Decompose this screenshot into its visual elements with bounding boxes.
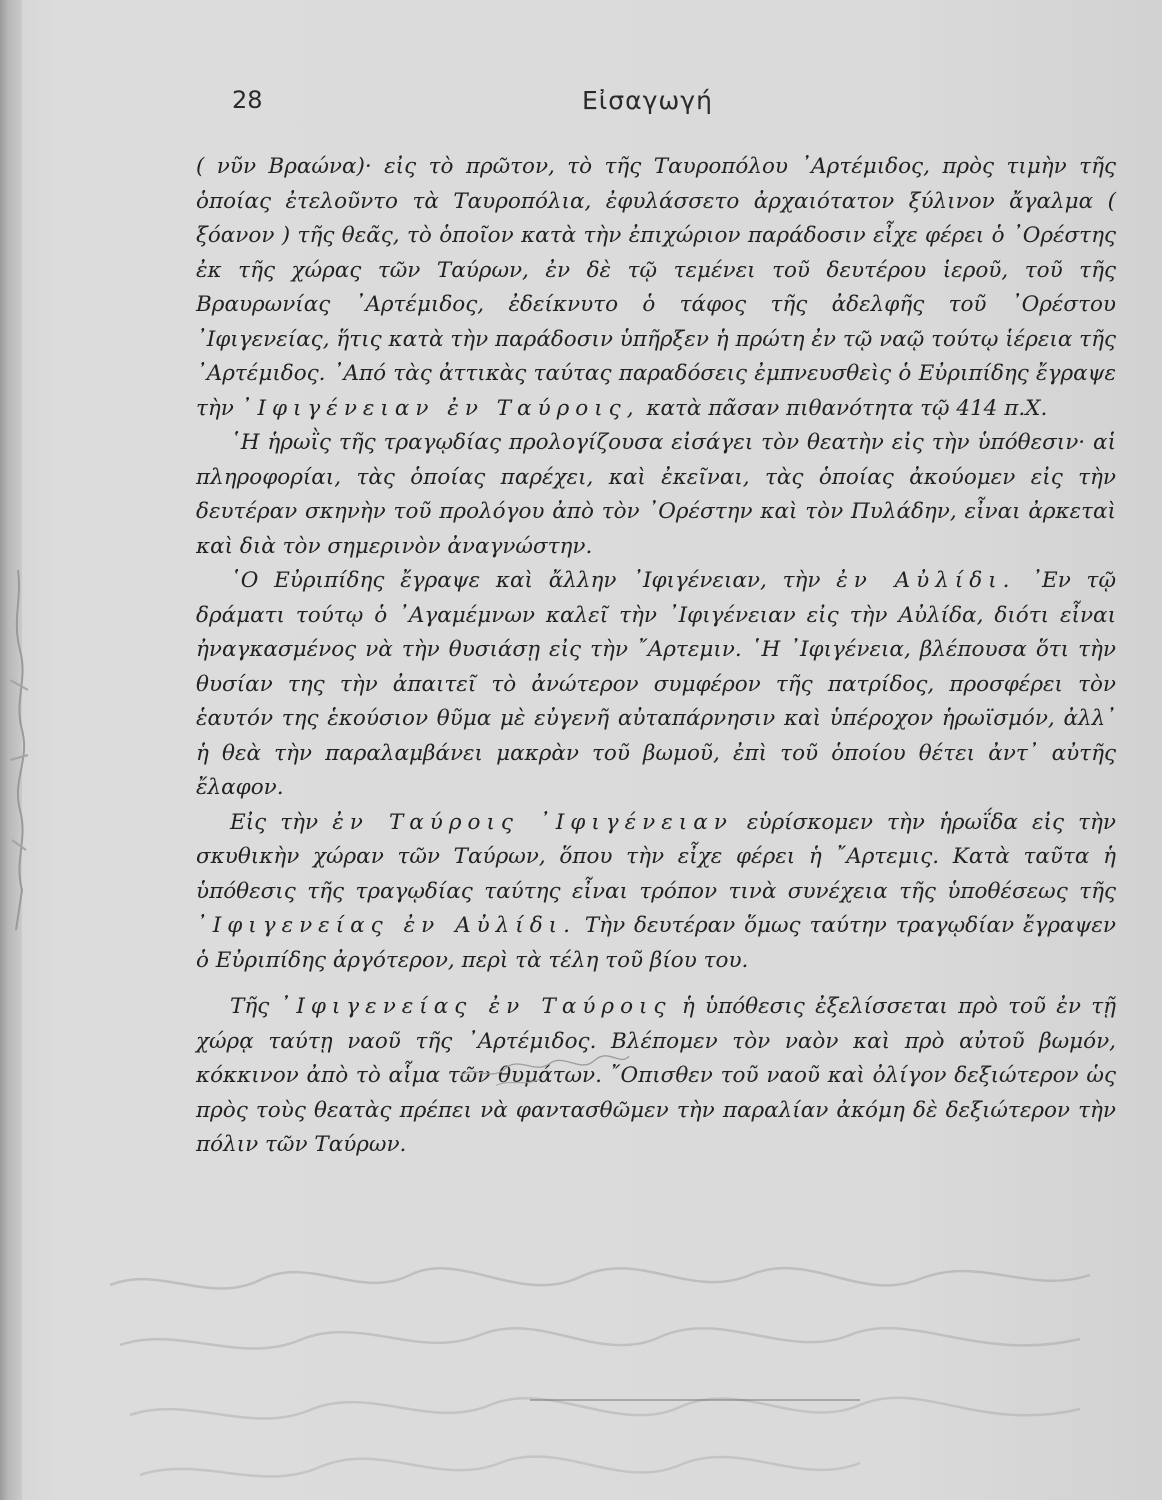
title-spaced: ἐν Ταύροις ᾿Ιφιγένειαν — [332, 809, 733, 835]
title-spaced: ᾿Ιφιγένειαν ἐν Ταύροις, — [240, 395, 640, 421]
paragraph-gap — [196, 978, 1116, 990]
running-head: Εἰσαγωγή — [582, 86, 713, 115]
title-spaced: ᾿Ιφιγενείας ἐν Ταύροις — [279, 994, 672, 1019]
title-spaced: ᾿Ιφιγενείας ἐν Αὐλίδι. — [196, 913, 576, 938]
paragraph-5: Τῆς ᾿Ιφιγενείας ἐν Ταύροις ἡ ὑπόθεσις ἐξελίσσεται πρὸ τοῦ ἐν τῇ χώρᾳ ταύτῃ ναοῦ τῆς ᾿Αρτέμιδος. Βλέπομεν τὸν ναὸν καὶ πρὸ αὐτοῦ βωμόν, κόκκινον ἀπὸ τὸ αἷμα τῶν θυμάτων. ῎Οπισθεν τοῦ ναοῦ καὶ ὀλίγον δεξιώτερον ὡς πρὸς τοὺς θεατὰς πρέπει νὰ φαντασθῶμεν τὴν παραλίαν ἀκόμη δὲ δεξιώτερον τὴν πόλιν τῶν Ταύρων. — [196, 994, 1116, 1157]
paragraph-2: ῾Η ἡρωῒς τῆς τραγῳδίας προλογίζουσα εἰσάγει τὸν θεατὴν εἰς τὴν ὑπόθεσιν· αἱ πληροφορίαι, τὰς ὁποίας παρέχει, καὶ ἐκεῖναι, τὰς ὁποίας ἀκούομεν εἰς τὴν δευτέραν σκηνὴν τοῦ προλόγου ἀπὸ τὸν ᾿Ορέστην καὶ τὸν Πυλάδην, εἶναι ἀρκεταὶ καὶ διὰ τὸν σημερινὸν ἀναγνώστην. — [196, 430, 1116, 559]
paragraph-4: Εἰς τὴν ἐν Ταύροις ᾿Ιφιγένειαν εὑρίσκομεν τὴν ἡρωΐδα εἰς τὴν σκυθικὴν χώραν τῶν Ταύρων, ὅπου τὴν εἶχε φέρει ἡ ῎Αρτεμις. Κατὰ ταῦτα ἡ ὑπόθεσις τῆς τραγῳδίας ταύτης εἶναι τρόπον τινὰ συνέχεια τῆς ὑποθέσεως τῆς ᾿Ιφιγενείας ἐν Αὐλίδι. Τὴν δευτέραν ὅμως ταύτην τραγῳδίαν ἔγραψεν ὁ Εὐριπίδης ἀργότερον, περὶ τὰ τέλη τοῦ βίου του. — [196, 809, 1116, 973]
margin-pencil-scribble — [4, 560, 34, 940]
page-number: 28 — [232, 86, 263, 114]
show-through-handwriting — [100, 1255, 1100, 1495]
main-text — [196, 150, 1116, 1163]
paragraph-1: ( νῦν Βραώνα)· εἰς τὸ πρῶτον, τὸ τῆς Ταυροπόλου ᾿Αρτέμιδος, πρὸς τιμὴν τῆς ὁποίας ἐτελοῦντο τὰ Ταυροπόλια, ἐφυλάσσετο ἀρχαιότατον ξύλινον ἄγαλμα ( ξόανον ) τῆς θεᾶς, τὸ ὁποῖον κατὰ τὴν ἐπιχώριον παράδοσιν εἶχε φέρει ὁ ᾿Ορέστης ἐκ τῆς χώρας τῶν Ταύρων, ἐν δὲ τῷ τεμένει τοῦ δευτέρου ἱεροῦ, τοῦ τῆς Βραυρωνίας ᾿Αρτέμιδος, ἐδείκνυτο ὁ τάφος τῆς ἀδελφῆς τοῦ ᾿Ορέστου ᾿Ιφιγενείας, ἥτις κατὰ τὴν παράδοσιν ὑπῆρξεν ἡ πρώτη ἐν τῷ ναῷ τούτῳ ἱέρεια τῆς ᾿Αρτέμιδος. ᾿Από τὰς ἀττικὰς ταύτας παραδόσεις ἐμπνευσθεὶς ὁ Εὐριπίδης ἔγραψε τὴν ᾿Ιφιγένειαν ἐν Ταύροις, κατὰ πᾶσαν πιθανότητα τῷ 414 π.Χ. — [196, 154, 1116, 421]
title-spaced: ἐν Αὐλίδι. — [836, 568, 1016, 593]
paragraph-3: ῾Ο Εὐριπίδης ἔγραψε καὶ ἄλλην ᾿Ιφιγένειαν, τὴν ἐν Αὐλίδι. ᾿Εν τῷ δράματι τούτῳ ὁ ᾿Αγαμέμνων καλεῖ τὴν ᾿Ιφιγένειαν εἰς τὴν Αὐλίδα, διότι εἶναι ἠναγκασμένος νὰ τὴν θυσιάσῃ εἰς τὴν ῎Αρτεμιν. ῾Η ᾿Ιφιγένεια, βλέπουσα ὅτι τὴν θυσίαν της τὴν ἀπαιτεῖ τὸ ἀνώτερον συμφέρον τῆς πατρίδος, προσφέρει τὸν ἑαυτόν της ἑκούσιον θῦμα μὲ εὐγενῆ αὐταπάρνησιν καὶ ὑπέροχον ἡρωϊσμόν, ἀλλ᾿ ἡ θεὰ τὴν παραλαμβάνει μακρὰν τοῦ βωμοῦ, ἐπὶ τοῦ ὁποίου θέτει ἀντ᾿ αὐτῆς ἔλαφον. — [196, 568, 1116, 800]
page-header — [0, 86, 1162, 126]
